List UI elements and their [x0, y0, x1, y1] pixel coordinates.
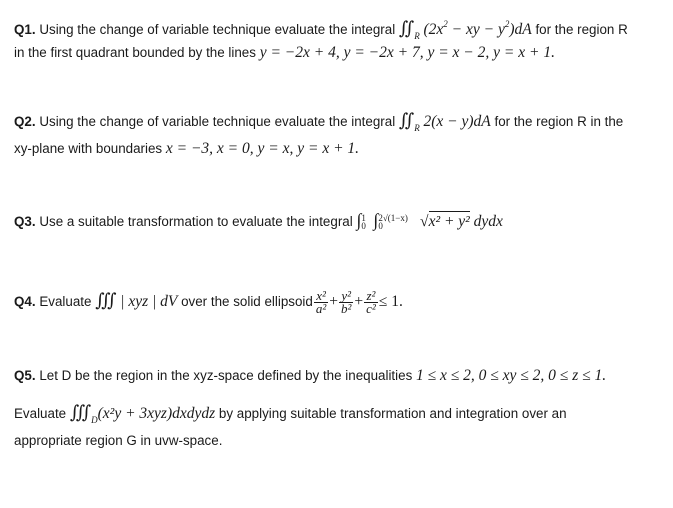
- q2-boundaries: x = −3, x = 0, y = x, y = x + 1.: [165, 140, 360, 157]
- q3-outer-limits: [361, 212, 373, 232]
- q3-inner-limits: [378, 212, 416, 232]
- q4-fraction-z: $\frac{\text{z²}}{\text{c²}}$: [366, 288, 376, 316]
- q4-relation: ≤ 1.: [378, 293, 403, 311]
- q4-fraction-x: $\frac{\text{x²}}{\text{a²}}$: [315, 288, 327, 316]
- q1-intro: Using the change of variable technique evaluate the integral: [39, 22, 396, 37]
- q1-tail: for the region R: [535, 22, 628, 37]
- q5-integrand: (x²y + 3xyz)dxdydz: [97, 405, 216, 422]
- q1-integrand: ($2x^2$ − xy − $y^2)dA$: [423, 19, 532, 38]
- q5-intro: Let D be the region in the xyz-space defined by the inequalities: [39, 368, 413, 383]
- q3-intro: Use a suitable transformation to evaluate the integral: [39, 214, 353, 229]
- q5-line-1: [14, 366, 606, 386]
- q4-line: [14, 290, 403, 315]
- q2-integral-sign: ∬: [398, 110, 415, 130]
- q2-number: Q2.: [14, 114, 36, 129]
- q5-line-2: [14, 402, 567, 430]
- q3-inner-lower: 0: [378, 221, 383, 232]
- q2-line-1: [14, 110, 623, 138]
- q4-mid: over the solid ellipsoid: [181, 294, 313, 310]
- q2-region-sub: R: [414, 123, 420, 133]
- q5-evaluate: Evaluate: [14, 406, 67, 421]
- q3-differential: dydx: [473, 213, 503, 230]
- q4-intro: Evaluate: [39, 294, 92, 310]
- q1-line2-text: in the first quadrant bounded by the lines: [14, 45, 256, 60]
- q1-line-2: [14, 43, 555, 63]
- q5-line-3: [14, 431, 222, 451]
- q1-region-sub: R: [414, 31, 420, 41]
- q5-number: Q5.: [14, 368, 36, 383]
- q5-integral-sign: ∭: [69, 402, 92, 422]
- q5-line3: appropriate region G in uvw-space.: [14, 433, 223, 448]
- q4-integrand: | xyz | dV: [120, 293, 178, 311]
- q1-line-1: [14, 14, 628, 46]
- q4-plus-2: +: [354, 293, 364, 311]
- q1-lines: y = −2x + 4, y = −2x + 7, y = x − 2, y = x + 1.: [259, 44, 555, 61]
- q3-line: [14, 210, 503, 232]
- q1-number: Q1.: [14, 22, 36, 37]
- q4-fraction-y: $\frac{\text{y²}}{\text{b²}}$: [341, 288, 352, 316]
- q2-intro: Using the change of variable technique evaluate the integral: [39, 114, 396, 129]
- q5-region-sub: D: [91, 415, 98, 425]
- q3-inner-upper: 2√(1−x): [378, 213, 408, 224]
- q2-tail: for the region R in the: [494, 114, 624, 129]
- q4-number: Q4.: [14, 294, 36, 310]
- q3-sqrt-symbol: √: [420, 213, 429, 230]
- q3-inner-integral: ∫: [373, 210, 379, 230]
- q2-line2-text: xy-plane with boundaries: [14, 141, 163, 156]
- q3-number: Q3.: [14, 214, 36, 229]
- q3-outer-lower: 0: [361, 221, 366, 232]
- q1-integral-sign: ∬: [398, 18, 415, 38]
- q3-outer-integral: ∫: [356, 210, 362, 230]
- q2-integrand: 2(x − y)dA: [423, 113, 491, 130]
- q4-integral-sign: ∭: [95, 290, 117, 311]
- q3-radicand: x² + y²: [428, 213, 470, 230]
- q2-line-2: [14, 139, 359, 159]
- q3-outer-upper: 1: [361, 213, 366, 224]
- q4-plus-1: +: [329, 293, 338, 311]
- q5-inequalities: 1 ≤ x ≤ 2, 0 ≤ xy ≤ 2, 0 ≤ z ≤ 1.: [416, 367, 607, 384]
- q5-tail: by applying suitable transformation and integration over an: [218, 406, 567, 421]
